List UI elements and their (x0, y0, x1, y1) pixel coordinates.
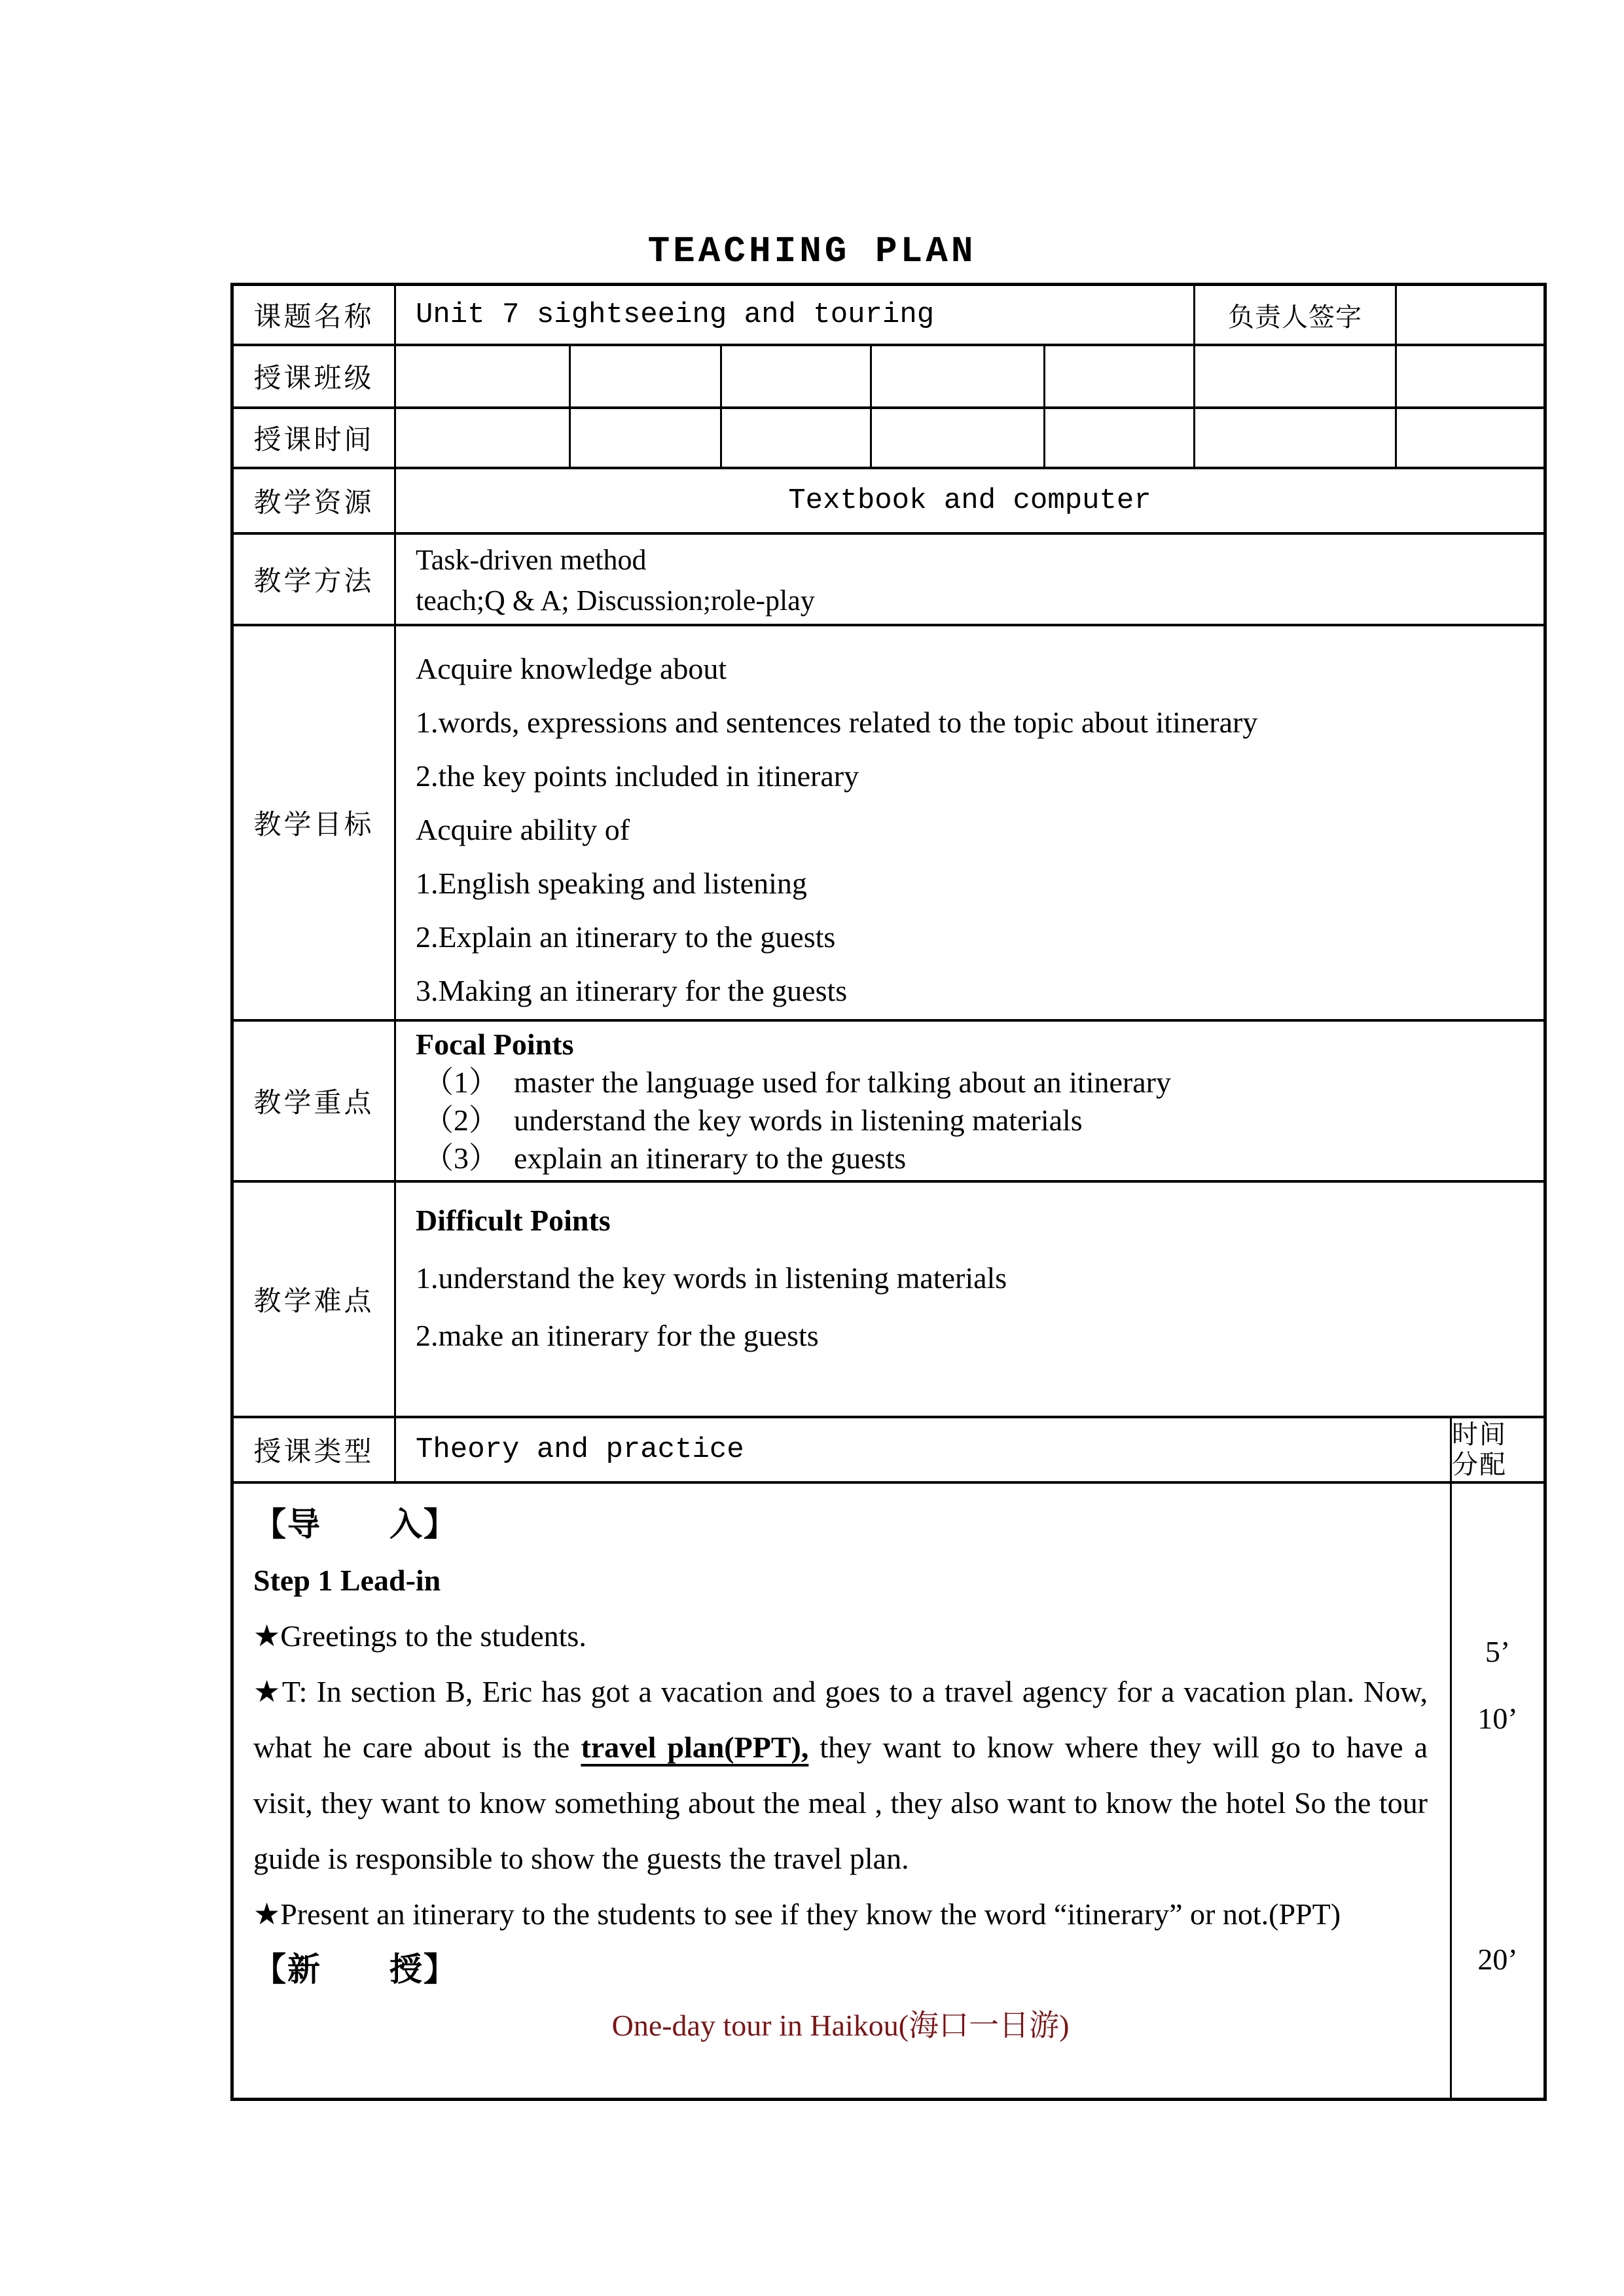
objective-line: 2.Explain an itinerary to the guests (416, 920, 836, 954)
objective-line: 1.words, expressions and sentences related to the topic about itinerary (416, 706, 1258, 739)
empty-cell (1397, 409, 1543, 467)
present-itinerary-line: ★Present an itinerary to the students to see if they know the word “itinerary” or not.(PPT) (253, 1897, 1341, 1931)
difficult-item: 1.understand the key words in listening materials (416, 1261, 1007, 1295)
time-allocation-line: 时间 (1452, 1420, 1507, 1449)
method-line: teach;Q & A; Discussion;role-play (416, 584, 815, 617)
table-row-focal-points (234, 1022, 1543, 1183)
difficult-label: 教学难点 (234, 1183, 396, 1416)
time-allocation-line: 分配 (1452, 1450, 1507, 1479)
objectives-value (396, 626, 1543, 1019)
time-mark: 5’ (1485, 1635, 1511, 1668)
objective-line: 2.the key points included in itinerary (416, 759, 859, 793)
lead-in-section-title: 【导 入】 (253, 1506, 458, 1543)
topic-value: Unit 7 sightseeing and touring (396, 286, 1195, 344)
empty-cell (1195, 409, 1397, 467)
table-row-method (234, 535, 1543, 626)
empty-cell (396, 409, 571, 467)
difficult-item: 2.make an itinerary for the guests (416, 1319, 819, 1352)
lesson-type-value: Theory and practice (396, 1418, 1452, 1481)
signature-empty-cell (1397, 286, 1543, 344)
difficult-value (396, 1183, 1543, 1416)
method-label: 教学方法 (234, 535, 396, 624)
focal-heading: Focal Points (416, 1028, 574, 1061)
lead-in-paragraph (253, 1664, 1428, 1886)
empty-cell (571, 346, 722, 406)
time-label: 授课时间 (234, 409, 396, 467)
objective-line: Acquire ability of (416, 813, 630, 846)
focal-item: （3） explain an itinerary to the guests (424, 1141, 907, 1175)
time-mark: 20’ (1477, 1943, 1518, 1976)
table-row-time (234, 409, 1543, 469)
objective-line: 1.English speaking and listening (416, 867, 807, 900)
table-row-class (234, 346, 1543, 409)
teaching-plan-table (230, 283, 1547, 2101)
new-lesson-section-title: 【新 授】 (253, 1951, 458, 1988)
empty-cell (1397, 346, 1543, 406)
table-row-topic (234, 286, 1543, 346)
focal-item: （2） understand the key words in listening materials (424, 1103, 1083, 1137)
paragraph-text: they want to know where they will go to have a visit, they want to know something about the meal , they also want to know the hotel So the tour guide is responsible to show the guests the travel plan. (253, 1731, 1428, 1875)
table-row-resource (234, 469, 1543, 535)
resource-label: 教学资源 (234, 469, 396, 532)
empty-cell (872, 346, 1045, 406)
table-row-difficult-points (234, 1183, 1543, 1418)
topic-label: 课题名称 (234, 286, 396, 344)
empty-cell (872, 409, 1045, 467)
method-line: Task-driven method (416, 544, 647, 576)
empty-cell (1045, 346, 1195, 406)
objective-line: Acquire knowledge about (416, 652, 727, 685)
focal-item: （1） master the language used for talking about an itinerary (424, 1066, 1171, 1099)
time-allocation-header (1452, 1418, 1507, 1481)
class-label: 授课班级 (234, 346, 396, 406)
table-row-objectives (234, 626, 1543, 1022)
method-value (396, 535, 1543, 624)
haikou-tour-highlight: One-day tour in Haikou(海口一日游) (611, 2009, 1070, 2042)
lesson-content (234, 1484, 1452, 2098)
page-title: TEACHING PLAN (647, 230, 977, 272)
difficult-heading: Difficult Points (416, 1204, 611, 1237)
paragraph-text: ★T: In section B, Eric has got a vacation and goes to a travel agency for a vacation plan. Now, what he care about is the (253, 1675, 1428, 1764)
empty-cell (571, 409, 722, 467)
empty-cell (1195, 346, 1397, 406)
empty-cell (396, 346, 571, 406)
table-row-lesson-type (234, 1418, 1543, 1484)
greeting-line: ★Greetings to the students. (253, 1619, 586, 1653)
travel-plan-emphasis: travel plan(PPT), (581, 1731, 809, 1764)
objective-line: 3.Making an itinerary for the guests (416, 974, 848, 1007)
resource-value: Textbook and computer (788, 484, 1151, 517)
empty-cell (1045, 409, 1195, 467)
empty-cell (722, 409, 872, 467)
table-row-content (234, 1484, 1543, 2098)
step1-title: Step 1 Lead-in (253, 1564, 441, 1597)
focal-value (396, 1022, 1543, 1180)
lesson-type-label: 授课类型 (234, 1418, 396, 1481)
objectives-label: 教学目标 (234, 626, 396, 1019)
focal-label: 教学重点 (234, 1022, 396, 1180)
signature-label: 负责人签字 (1195, 286, 1397, 344)
time-allocation-column (1452, 1484, 1543, 2098)
time-mark: 10’ (1477, 1702, 1518, 1735)
empty-cell (722, 346, 872, 406)
